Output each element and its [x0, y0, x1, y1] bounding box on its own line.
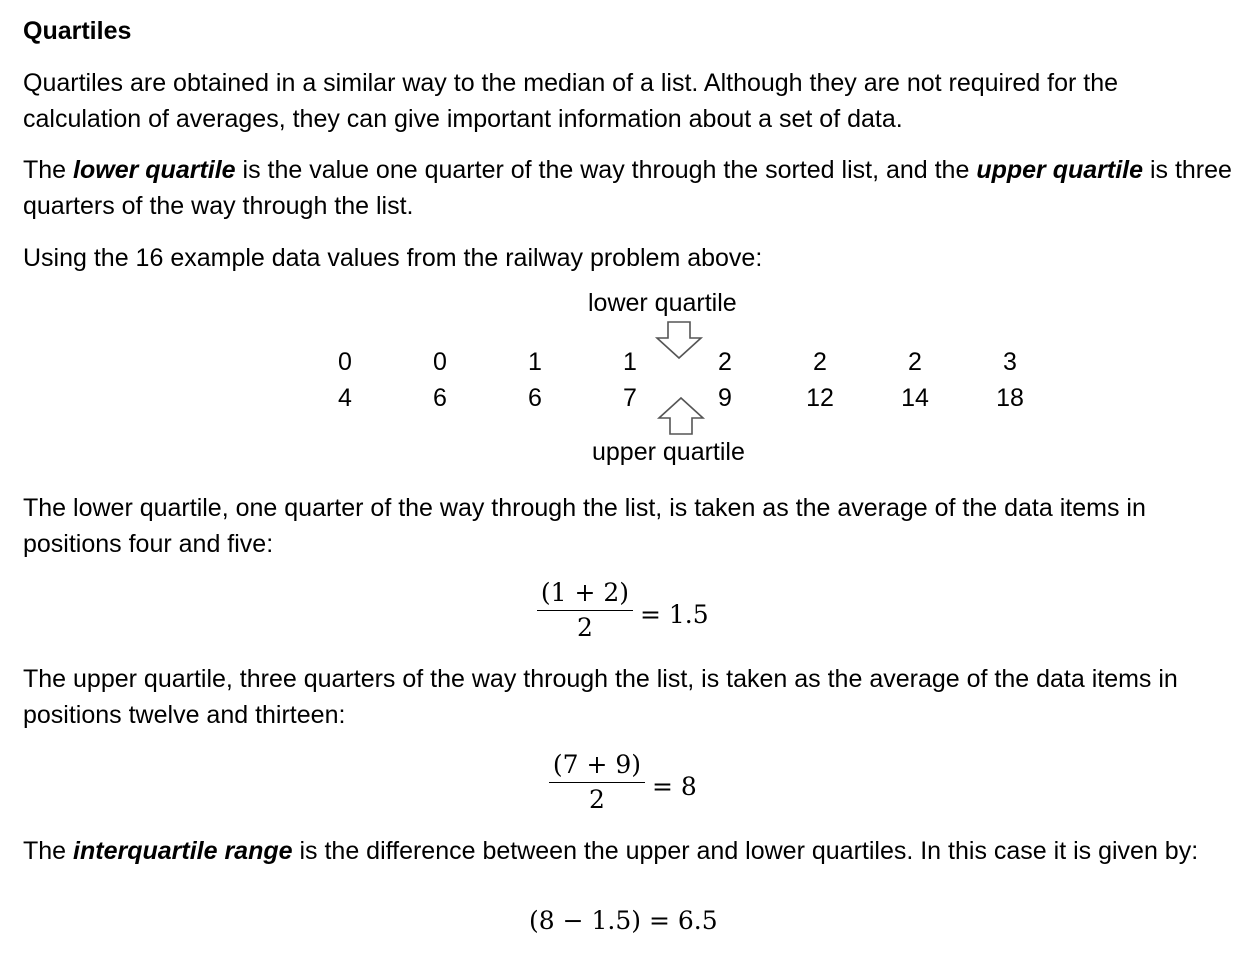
fraction-numerator: (1 + 2)	[540, 578, 630, 607]
interquartile-paragraph	[23, 833, 1238, 869]
upper-quartile-label: upper quartile	[592, 438, 745, 466]
data-value: 7	[623, 384, 637, 412]
term-upper-quartile: upper quartile	[976, 156, 1144, 184]
lower-quartile-explanation: The lower quartile, one quarter of the way through the list, is taken as the average of the data items in positions four and five:	[23, 494, 1146, 558]
definition-text-3: is three quarters of the way through the list.	[23, 156, 1232, 220]
data-value: 0	[433, 348, 447, 376]
data-value: 14	[901, 384, 929, 412]
lower-quartile-result: = 1.5	[640, 600, 709, 629]
iqr-text-2: is the difference between the upper and lower quartiles. In this case it is given by:	[292, 837, 1199, 865]
section-title: Quartiles	[23, 17, 132, 45]
lower-quartile-fraction	[537, 576, 633, 645]
data-value: 2	[718, 348, 732, 376]
data-value: 6	[433, 384, 447, 412]
fraction-denominator: 2	[577, 613, 593, 642]
example-intro: Using the 16 example data values from the railway problem above:	[23, 244, 763, 272]
data-value: 0	[338, 348, 352, 376]
data-value: 1	[623, 348, 637, 376]
data-value: 3	[1003, 348, 1017, 376]
data-value: 9	[718, 384, 732, 412]
fraction-numerator: (7 + 9)	[552, 750, 642, 779]
lower-quartile-label: lower quartile	[588, 289, 737, 317]
data-value: 4	[338, 384, 352, 412]
up-arrow-icon	[656, 396, 706, 436]
upper-quartile-result: = 8	[652, 772, 697, 801]
upper-quartile-explanation: The upper quartile, three quarters of the way through the list, is taken as the average of the data items in positions twelve and thirteen:	[23, 665, 1178, 729]
upper-quartile-fraction	[549, 748, 645, 817]
fraction-denominator: 2	[589, 785, 605, 814]
data-value: 2	[908, 348, 922, 376]
term-lower-quartile: lower quartile	[73, 156, 236, 184]
data-value: 6	[528, 384, 542, 412]
iqr-equation: (8 − 1.5) = 6.5	[529, 906, 718, 935]
data-value: 2	[813, 348, 827, 376]
term-interquartile-range: interquartile range	[73, 837, 293, 865]
data-value: 1	[528, 348, 542, 376]
data-value: 12	[806, 384, 834, 412]
data-value: 18	[996, 384, 1024, 412]
iqr-text-1: The	[23, 837, 74, 865]
intro-paragraph: Quartiles are obtained in a similar way to the median of a list. Although they are not required for the calculation of averages, they can give important information about a set of data.	[23, 69, 1119, 133]
definition-text-1: The	[23, 156, 74, 184]
definition-text-2: is the value one quarter of the way through the sorted list, and the	[235, 156, 977, 184]
definition-paragraph	[23, 152, 1238, 224]
